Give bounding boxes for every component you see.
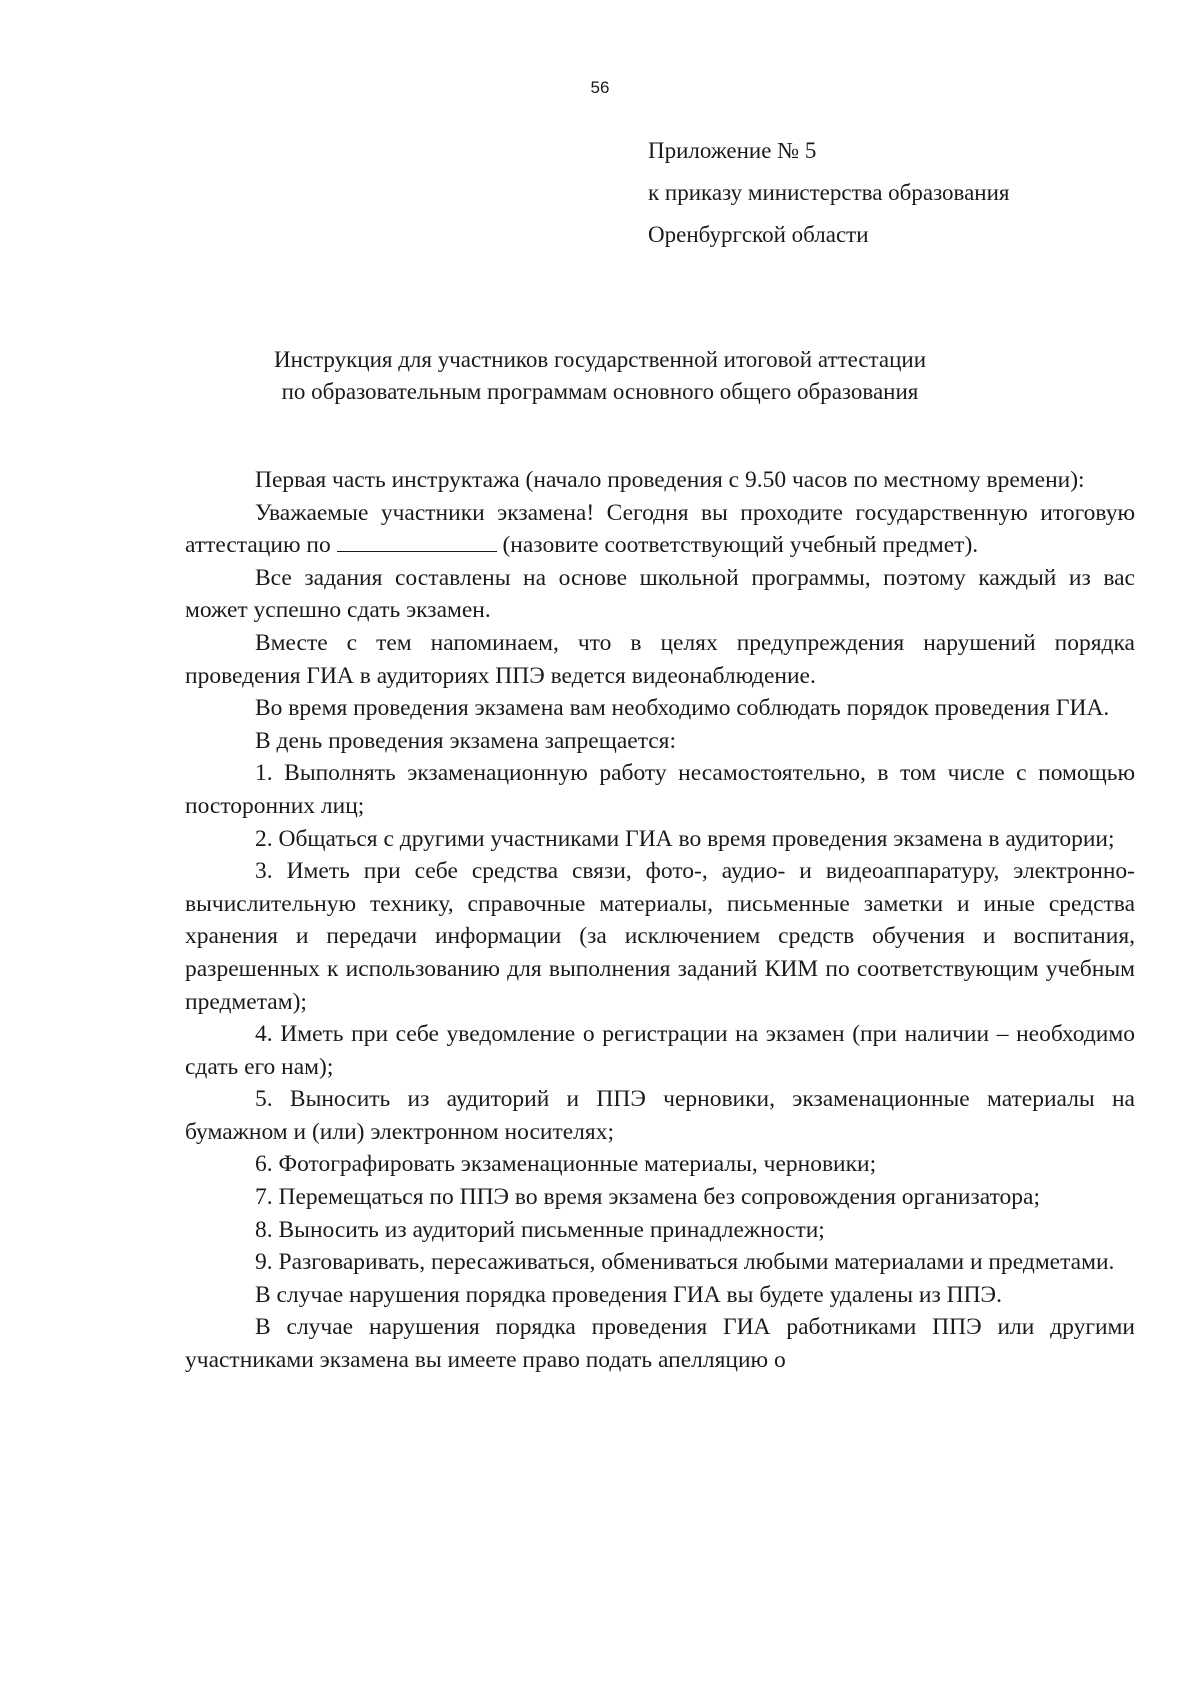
title-line: Инструкция для участников государственной итоговой аттестации: [273, 347, 927, 372]
list-item: 6. Фотографировать экзаменационные материалы, черновики;: [255, 1151, 877, 1178]
list-item: 4. Иметь при себе уведомление о регистрации на экзамен (при наличии – необходимо сдать его нам);: [185, 1021, 1135, 1080]
paragraph: Первая часть инструктажа (начало проведения с 9.50 часов по местному времени):: [255, 467, 1085, 493]
appendix-line: Приложение № 5: [648, 138, 817, 163]
title-line: по образовательным программам основного общего образования: [281, 379, 919, 404]
appendix-line: Оренбургской области: [648, 222, 869, 247]
blank-line: [337, 533, 497, 552]
list-item: 3. Иметь при себе средства связи, фото-, аудио- и видеоаппаратуру, электронно-вычислительную технику, справочные материалы, письменные заметки и иные средства хранения и передачи информации (за исключением средств обучения и воспитания, разрешенных к использованию для выполнения заданий КИМ по соответствующим учебным предметам);: [185, 858, 1135, 1015]
paragraph: [185, 497, 1135, 562]
paragraph: В день проведения экзамена запрещается:: [255, 727, 677, 754]
appendix-line: к приказу министерства образования: [648, 180, 1010, 205]
list-item: 2. Общаться с другими участниками ГИА во время проведения экзамена в аудитории;: [255, 825, 1115, 852]
list-item: 5. Выносить из аудиторий и ППЭ черновики, экзаменационные материалы на бумажном и (или) электронном носителях;: [185, 1086, 1135, 1145]
paragraph: Все задания составлены на основе школьной программы, поэтому каждый из вас может успешно сдать экзамен.: [185, 564, 1135, 624]
appendix-header: [648, 130, 1168, 256]
document-title: [160, 344, 1040, 408]
paragraph: В случае нарушения порядка проведения ГИА работниками ППЭ или другими участниками экзамена вы имеете право подать апелляцию о: [185, 1314, 1135, 1374]
list-item: 8. Выносить из аудиторий письменные принадлежности;: [255, 1216, 825, 1243]
document-body: [185, 464, 1135, 1377]
paragraph: В случае нарушения порядка проведения ГИА вы будете удалены из ППЭ.: [255, 1281, 1002, 1308]
paragraph-text: (назовите соответствующий учебный предмет).: [502, 532, 979, 559]
paragraph: Во время проведения экзамена вам необходимо соблюдать порядок проведения ГИА.: [255, 695, 1110, 722]
paragraph-text: Уважаемые участники экзамена! Сегодня вы проходите государственную итоговую аттестацию по: [185, 499, 1135, 559]
paragraph: Вместе с тем напоминаем, что в целях предупреждения нарушений порядка проведения ГИА в аудиториях ППЭ ведется видеонаблюдение.: [185, 629, 1135, 689]
list-item: 9. Разговаривать, пересаживаться, обмениваться любыми материалами и предметами.: [255, 1249, 1115, 1276]
list-item: 7. Перемещаться по ППЭ во время экзамена без сопровождения организатора;: [255, 1184, 1041, 1211]
page-number: 56: [590, 78, 610, 97]
list-item: 1. Выполнять экзаменационную работу несамостоятельно, в том числе с помощью посторонних лиц;: [185, 760, 1135, 819]
